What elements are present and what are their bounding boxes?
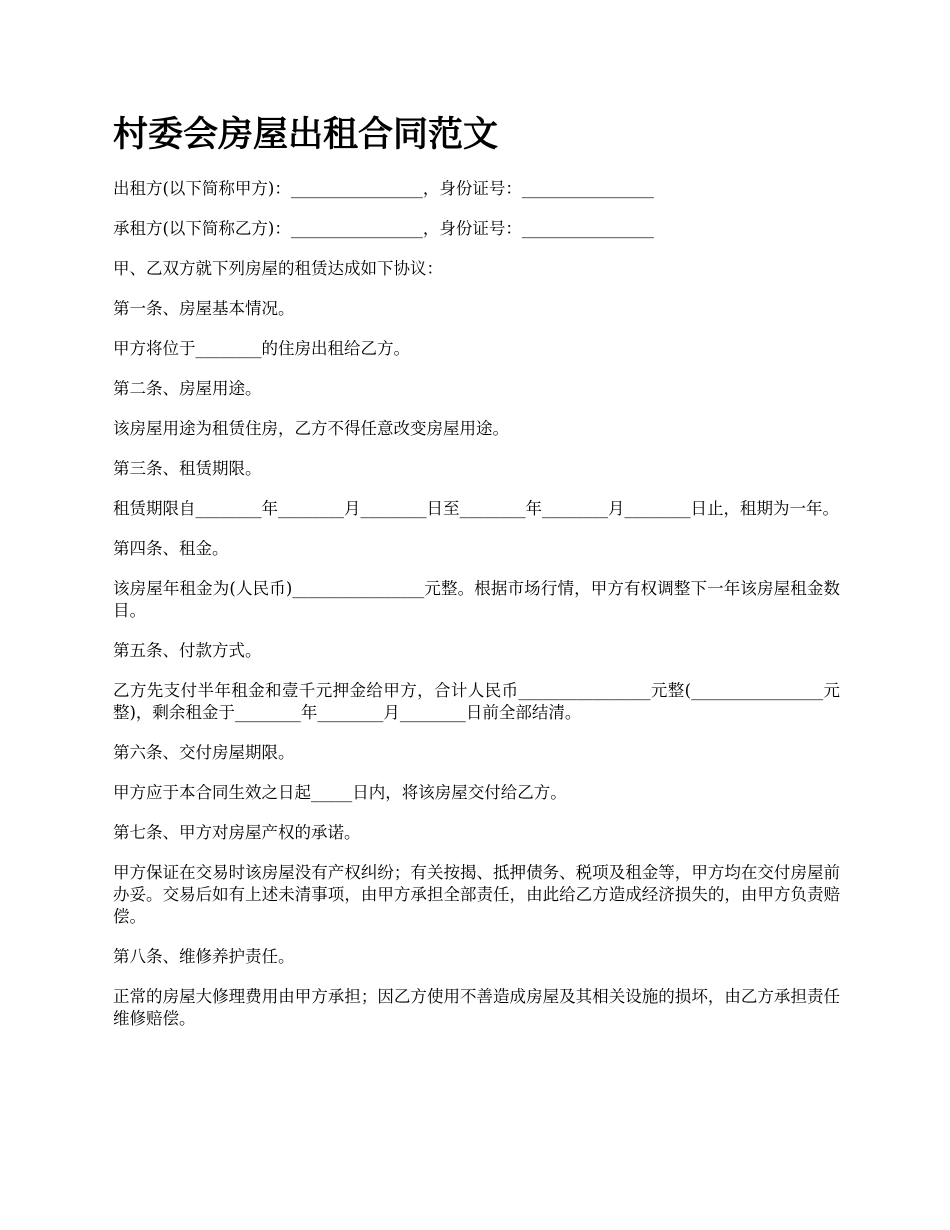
- article-3-body: 租赁期限自________年________月________日至________年________月________日止，租期为一年。: [113, 499, 839, 518]
- article-4-body: 该房屋年租金为(人民币)________________元整。根据市场行情，甲方有权调整下一年该房屋租金数目。: [113, 579, 840, 620]
- document-title: 村委会房屋出租合同范文: [113, 115, 499, 155]
- article-1-heading: 第一条、房屋基本情况。: [113, 299, 295, 318]
- party-a-line: 出租方(以下简称甲方)：________________，身份证号：________________: [113, 179, 654, 198]
- article-7-heading: 第七条、甲方对房屋产权的承诺。: [113, 823, 361, 842]
- article-5-body: 乙方先支付半年租金和壹千元押金给甲方，合计人民币________________元整(________________元整)，剩余租金于________年________月________日前全部结清。: [113, 681, 840, 722]
- document-page: [113, 110, 840, 1048]
- article-4-heading: 第四条、租金。: [113, 539, 229, 558]
- article-7-body: 甲方保证在交易时该房屋没有产权纠纷；有关按揭、抵押债务、税项及租金等，甲方均在交付房屋前办妥。交易后如有上述未清事项，由甲方承担全部责任，由此给乙方造成经济损失的，由甲方负责赔偿。: [113, 863, 840, 926]
- article-8-heading: 第八条、维修养护责任。: [113, 947, 295, 966]
- article-8-body: 正常的房屋大修理费用由甲方承担；因乙方使用不善造成房屋及其相关设施的损坏，由乙方承担责任维修赔偿。: [113, 987, 840, 1028]
- agreement-intro: 甲、乙双方就下列房屋的租赁达成如下协议：: [113, 259, 443, 278]
- article-1-body: 甲方将位于________的住房出租给乙方。: [113, 339, 410, 358]
- article-5-heading: 第五条、付款方式。: [113, 641, 262, 660]
- article-6-body: 甲方应于本合同生效之日起_____日内，将该房屋交付给乙方。: [113, 783, 567, 802]
- article-2-body: 该房屋用途为租赁住房，乙方不得任意改变房屋用途。: [113, 419, 509, 438]
- article-3-heading: 第三条、租赁期限。: [113, 459, 262, 478]
- article-6-heading: 第六条、交付房屋期限。: [113, 743, 295, 762]
- party-b-line: 承租方(以下简称乙方)：________________，身份证号：________________: [113, 219, 654, 238]
- article-2-heading: 第二条、房屋用途。: [113, 379, 262, 398]
